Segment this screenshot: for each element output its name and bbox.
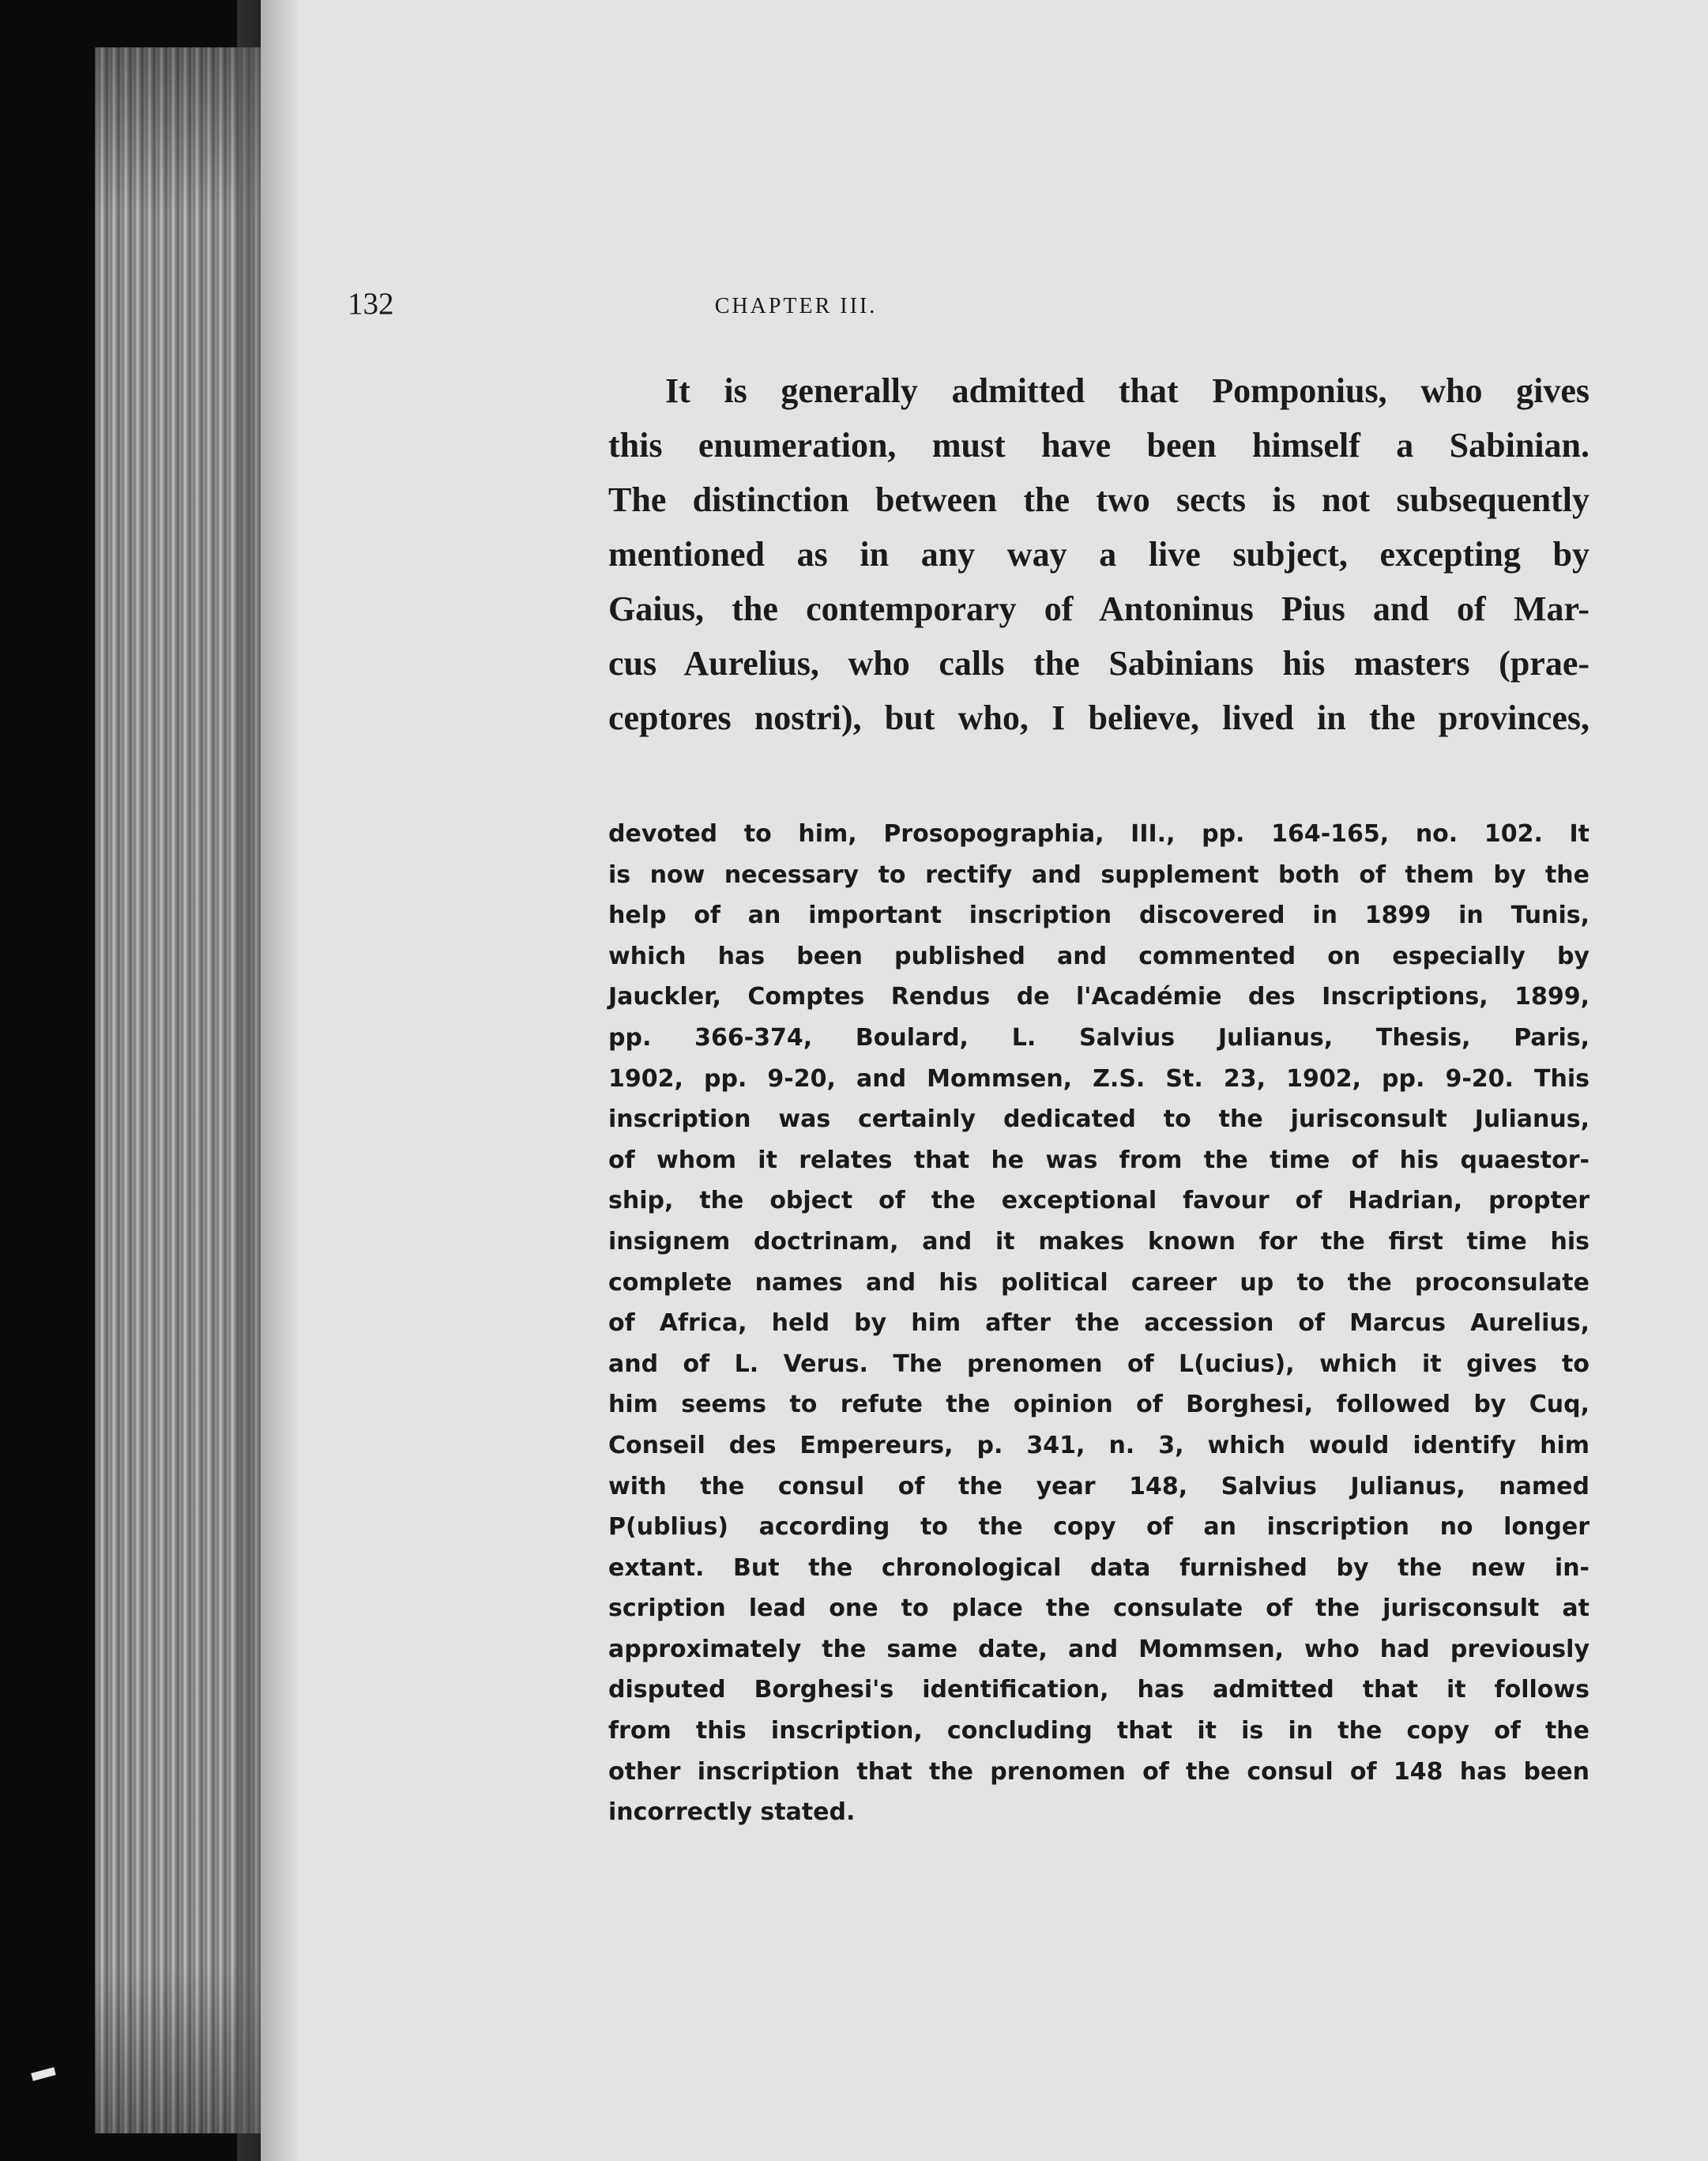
footnote bbox=[608, 814, 1589, 1833]
footnote-line: with the consul of the year 148, Salvius Julianus, named bbox=[608, 1472, 1589, 1500]
page-number: 132 bbox=[348, 287, 394, 321]
footnote-line: is now necessary to rectify and supplement both of them by the bbox=[608, 860, 1589, 889]
footnote-line: extant. But the chronological data furnished by the new in- bbox=[608, 1553, 1589, 1582]
footnote-line: pp. 366-374, Boulard, L. Salvius Julianus, Thesis, Paris, bbox=[608, 1023, 1589, 1052]
footnote-line: insignem doctrinam, and it makes known for the first time his bbox=[608, 1227, 1589, 1256]
footnote-line: inscription was certainly dedicated to the jurisconsult Julianus, bbox=[608, 1105, 1589, 1134]
footnote-line: approximately the same date, and Mommsen, who had previously bbox=[608, 1635, 1589, 1663]
footnote-line: incorrectly stated. bbox=[608, 1798, 856, 1827]
scan-artifact bbox=[31, 2067, 56, 2080]
footnote-line: which has been published and commented on especially by bbox=[608, 942, 1589, 970]
footnote-line: and of L. Verus. The prenomen of L(ucius), which it gives to bbox=[608, 1350, 1589, 1378]
footnote-line: disputed Borghesi's identification, has admitted that it follows bbox=[608, 1676, 1589, 1704]
main-text-line: ceptores nostri), but who, I believe, lived in the provinces, bbox=[608, 698, 1589, 737]
footnote-line: complete names and his political career up to the proconsulate bbox=[608, 1268, 1589, 1297]
footnote-line: P(ublius) according to the copy of an inscription no longer bbox=[608, 1513, 1589, 1542]
main-text-line: this enumeration, must have been himself a Sabinian. bbox=[608, 426, 1589, 465]
footnote-line: 1902, pp. 9-20, and Mommsen, Z.S. St. 23, 1902, pp. 9-20. This bbox=[608, 1064, 1589, 1093]
main-text-line: mentioned as in any way a live subject, excepting by bbox=[608, 535, 1589, 574]
main-text-line: cus Aurelius, who calls the Sabinians his masters (prae- bbox=[608, 644, 1589, 683]
footnote-line: of whom it relates that he was from the time of his quaestor- bbox=[608, 1146, 1589, 1174]
footnote-line: him seems to refute the opinion of Borghesi, followed by Cuq, bbox=[608, 1391, 1589, 1419]
footnote-line: other inscription that the prenomen of the consul of 148 has been bbox=[608, 1757, 1589, 1786]
footnote-line: Conseil des Empereurs, p. 341, n. 3, which would identify him bbox=[608, 1431, 1589, 1459]
footnote-line: devoted to him, Prosopographia, III., pp. 164-165, no. 102. It bbox=[608, 820, 1589, 848]
chapter-title: CHAPTER III. bbox=[714, 294, 878, 318]
footnote-line: from this inscription, concluding that it is in the copy of the bbox=[608, 1717, 1589, 1745]
footnote-line: Jauckler, Comptes Rendus de l'Académie des Inscriptions, 1899, bbox=[608, 983, 1589, 1011]
footnote-line: help of an important inscription discovered in 1899 in Tunis, bbox=[608, 902, 1589, 930]
footnote-line: of Africa, held by him after the accession of Marcus Aurelius, bbox=[608, 1309, 1589, 1338]
main-text-line: Gaius, the contemporary of Antoninus Pius and of Mar- bbox=[608, 589, 1589, 628]
main-text bbox=[608, 363, 1589, 745]
footnote-line: ship, the object of the exceptional favour of Hadrian, propter bbox=[608, 1187, 1589, 1215]
main-text-line: It is generally admitted that Pomponius, who gives bbox=[665, 371, 1589, 410]
footnote-line: scription lead one to place the consulate of the jurisconsult at bbox=[608, 1594, 1589, 1623]
main-text-line: The distinction between the two sects is not subsequently bbox=[608, 480, 1589, 519]
